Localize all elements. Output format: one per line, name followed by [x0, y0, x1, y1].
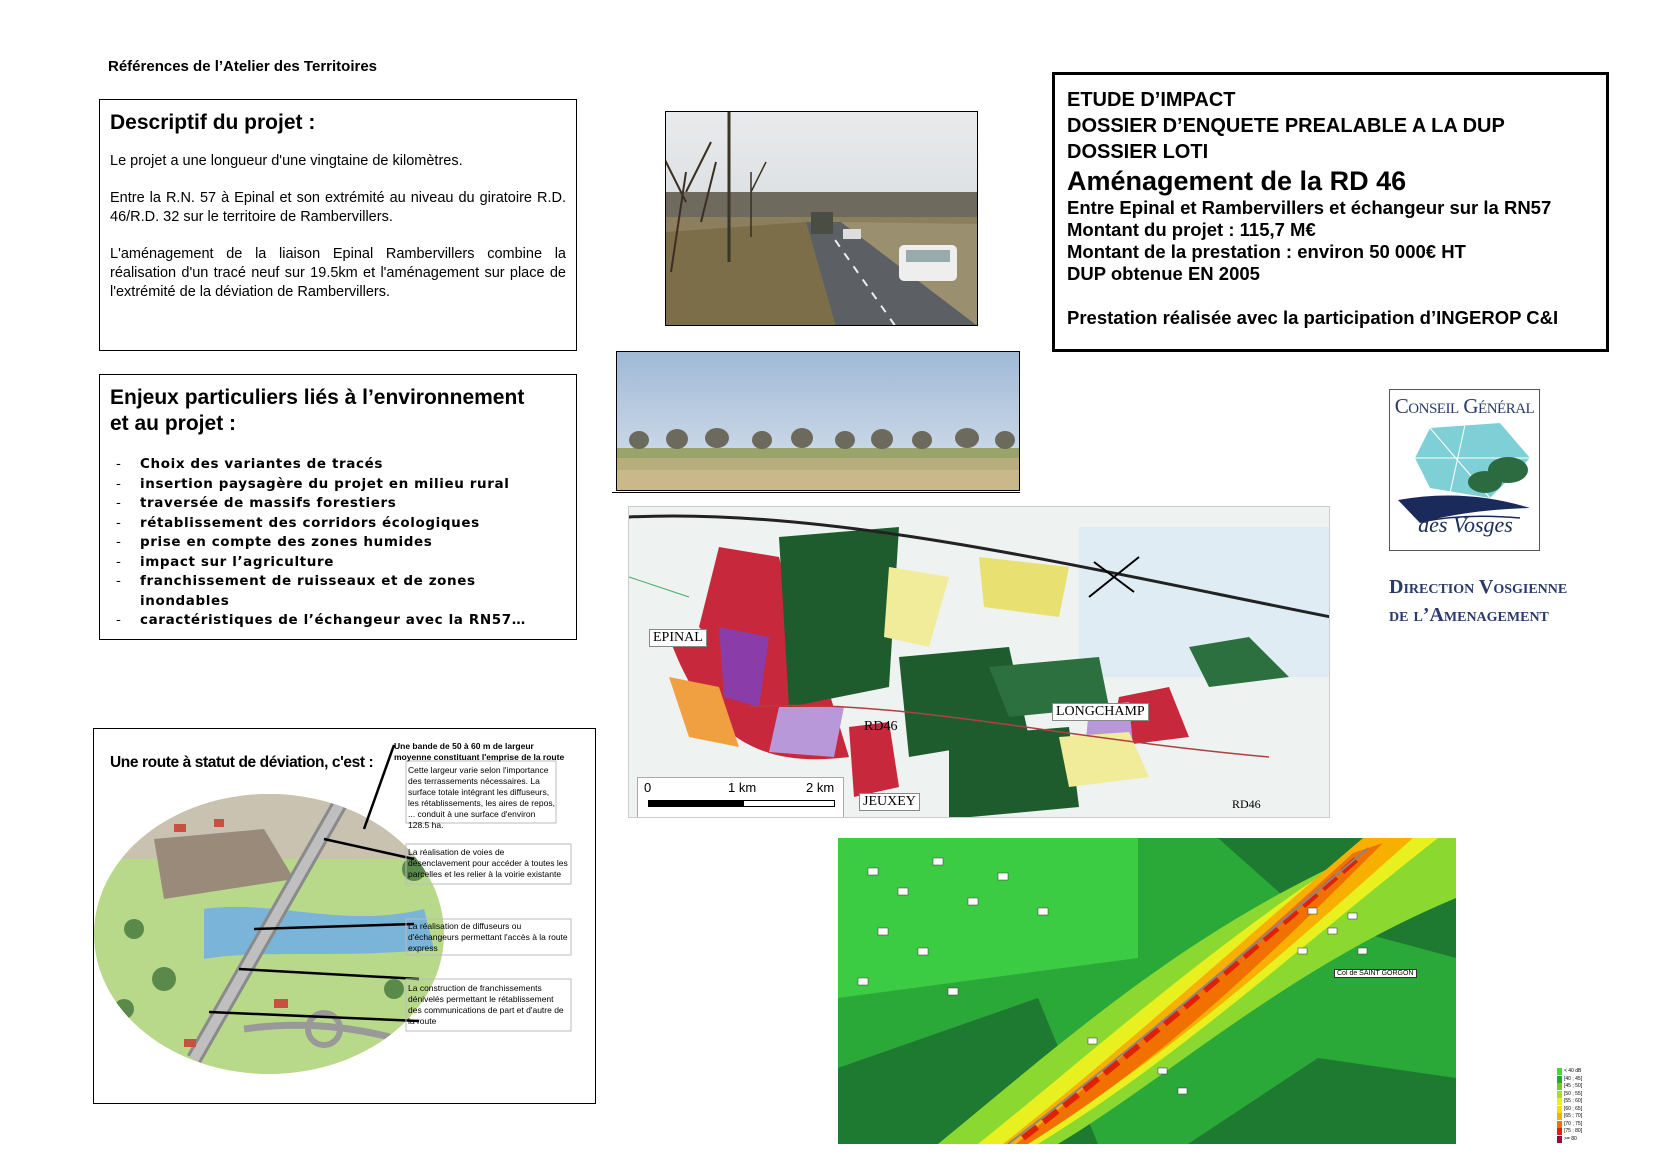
- legend-label: [40 ; 45[: [1564, 1075, 1583, 1082]
- route-note-1-body: Cette largeur varie selon l'importance des terrassements nécessaires. La surface totale intégrant les diffuseurs, les rétablissements, les aires de repos, ... conduit à une surface d'environ 128.5 ha.: [408, 765, 555, 830]
- map-label-rd46: RD46: [864, 719, 898, 734]
- issues-box: [99, 374, 577, 640]
- route-note-2: La réalisation de voies de désenclavement pour accéder à toutes les parcelles et les relier à la voirie existante: [408, 847, 568, 879]
- list-item: - traversée de massifs forestiers: [116, 495, 397, 511]
- legend-item: [1557, 1091, 1597, 1099]
- list-item: - insertion paysagère du projet en milieu rural: [116, 475, 510, 492]
- legend-label: [65 ; 70[: [1564, 1113, 1583, 1120]
- noise-legend: [1557, 1068, 1597, 1148]
- description-paragraph-1: Le projet a une longueur d'une vingtaine de kilomètres.: [110, 153, 463, 169]
- legend-label: < 40 dB: [1564, 1068, 1582, 1075]
- list-item: - Choix des variantes de tracés: [116, 456, 383, 472]
- legend-item: [1557, 1083, 1597, 1091]
- issues-title-line1: Enjeux particuliers liés à l’environnement: [110, 386, 525, 409]
- legend-swatch: [1557, 1106, 1562, 1113]
- list-item: - impact sur l’agriculture: [116, 553, 334, 570]
- list-item: - caractéristiques de l’échangeur avec la RN57…: [116, 612, 526, 628]
- road-photo: [665, 111, 978, 326]
- route-note-4: La construction de franchissements dénivelés permettant le rétablissement des communications de part et d'autre de la route: [408, 983, 564, 1026]
- noise-map: [838, 838, 1456, 1144]
- map-scale-bar: [637, 777, 844, 818]
- legend-label: [60 ; 65[: [1564, 1105, 1583, 1112]
- issues-list: [110, 455, 566, 631]
- description-paragraph-2: Entre la R.N. 57 à Epinal et son extrémité au niveau du giratoire R.D. 46/R.D. 32 sur le territoire de Rambervillers.: [110, 190, 566, 225]
- dup-date: DUP obtenue EN 2005: [1067, 263, 1260, 284]
- direction-line-1: Direction Vosgienne: [1389, 576, 1568, 598]
- legend-swatch: [1557, 1136, 1562, 1143]
- legend-swatch: [1557, 1121, 1562, 1128]
- legend-item: [1557, 1136, 1597, 1144]
- legend-item: [1557, 1113, 1597, 1121]
- route-figure-box: [93, 728, 596, 1104]
- legend-label: [50 ; 55[: [1564, 1090, 1583, 1097]
- legend-swatch: [1557, 1076, 1562, 1083]
- study-type-line: ETUDE D’IMPACT: [1067, 89, 1236, 111]
- dossier-dup-line: DOSSIER D’ENQUETE PREALABLE A LA DUP: [1067, 115, 1505, 137]
- direction-line-2: de l’Amenagement: [1389, 604, 1549, 626]
- map-label-rd46-east: RD46: [1232, 797, 1261, 811]
- legend-item: [1557, 1121, 1597, 1129]
- page-header: Références de l’Atelier des Territoires: [108, 58, 378, 75]
- landscape-photo: [616, 351, 1020, 491]
- landscape-photo-underline: [612, 492, 1020, 493]
- legend-label: [55 ; 60[: [1564, 1098, 1583, 1105]
- list-item: - rétablissement des corridors écologiques: [116, 514, 480, 531]
- legend-swatch: [1557, 1128, 1562, 1135]
- list-item: - franchissement de ruisseaux et de zones inondables: [116, 573, 476, 609]
- scale-label-1km: 1 km: [728, 780, 757, 795]
- legend-label: [45 ; 50[: [1564, 1083, 1583, 1090]
- description-box: [99, 99, 577, 351]
- legend-label: [75 ; 80[: [1564, 1128, 1583, 1135]
- route-note-1-title: Une bande de 50 à 60 m de largeur moyenne constituant l'emprise de la route: [394, 741, 565, 762]
- legend-item: [1557, 1076, 1597, 1084]
- map-label-epinal: EPINAL: [649, 629, 707, 647]
- description-title: Descriptif du projet :: [110, 111, 316, 134]
- noise-map-place-label: Col de SAINT GORGON: [1334, 969, 1417, 978]
- description-paragraph-3: L'aménagement de la liaison Epinal Rambervillers combine la réalisation d'un tracé neuf sur 19.5km et l'aménagement sur place de l'extrémité de la déviation de Rambervillers.: [110, 246, 566, 300]
- legend-label: >= 80: [1564, 1135, 1577, 1142]
- participation-note: Prestation réalisée avec la participation d’INGEROP C&I: [1067, 307, 1559, 328]
- legend-label: [70 ; 75[: [1564, 1120, 1583, 1127]
- project-title: Aménagement de la RD 46: [1067, 166, 1407, 196]
- route-figure-title: Une route à statut de déviation, c'est :: [110, 754, 374, 771]
- scale-label-zero: 0: [644, 780, 652, 795]
- legend-swatch: [1557, 1113, 1562, 1120]
- cg-vosges-logo: [1389, 389, 1540, 551]
- service-amount: Montant de la prestation : environ 50 000€ HT: [1067, 241, 1466, 262]
- legend-item: [1557, 1098, 1597, 1106]
- list-item: - prise en compte des zones humides: [116, 534, 433, 550]
- route-note-3: La réalisation de diffuseurs ou d'échangeurs permettant l'accès à la route express: [408, 921, 568, 953]
- dossier-loti-line: DOSSIER LOTI: [1067, 141, 1209, 163]
- legend-item: [1557, 1128, 1597, 1136]
- scale-label-2km: 2 km: [806, 780, 835, 795]
- map-label-longchamp: LONGCHAMP: [1052, 703, 1149, 721]
- legend-swatch: [1557, 1091, 1562, 1098]
- legend-item: [1557, 1106, 1597, 1114]
- project-info-box: [1052, 72, 1609, 352]
- project-amount: Montant du projet : 115,7 M€: [1067, 219, 1316, 240]
- legend-item: [1557, 1068, 1597, 1076]
- project-detail-route: Entre Epinal et Rambervillers et échangeur sur la RN57: [1067, 197, 1552, 218]
- map-label-jeuxey: JEUXEY: [859, 793, 920, 811]
- logo-script: des Vosges: [1418, 512, 1513, 537]
- land-use-map: [628, 506, 1330, 818]
- legend-swatch: [1557, 1083, 1562, 1090]
- legend-swatch: [1557, 1068, 1562, 1075]
- logo-title: Conseil Général: [1394, 394, 1535, 418]
- issues-title-line2: et au projet :: [110, 412, 237, 435]
- legend-swatch: [1557, 1098, 1562, 1105]
